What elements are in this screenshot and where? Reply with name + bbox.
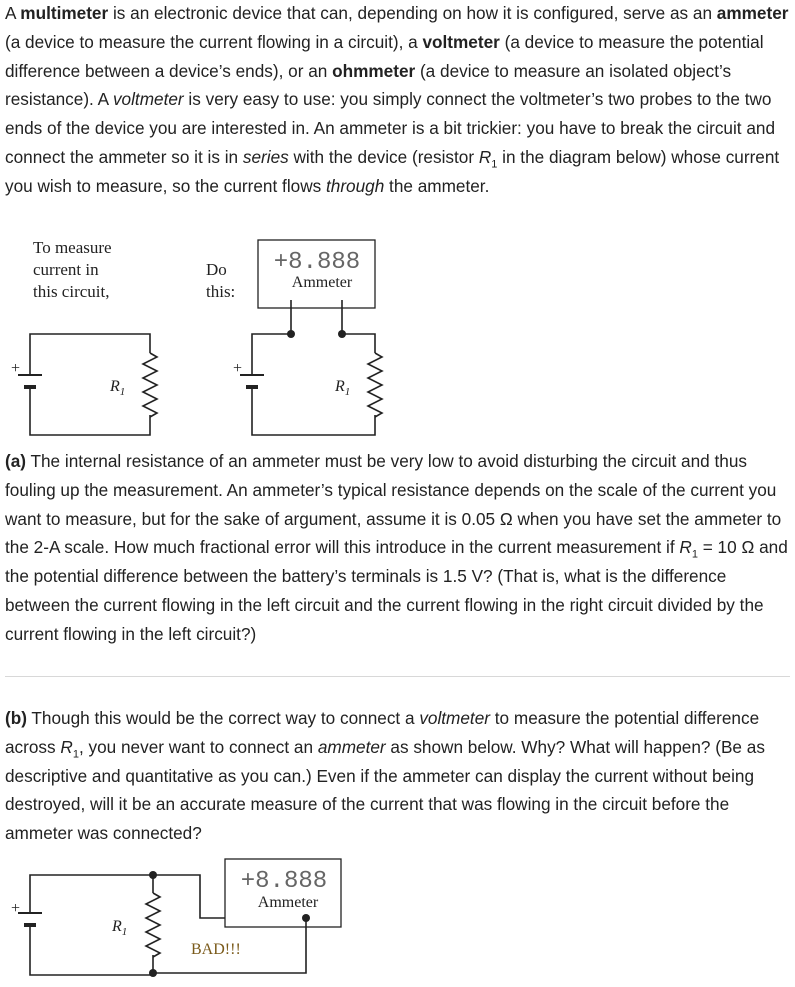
symbol-subscript: 1 — [72, 748, 79, 761]
caption-left-line: To measure — [33, 238, 112, 257]
emphasis-ammeter: ammeter — [317, 736, 386, 757]
battery-plus: + — [11, 900, 21, 917]
intro-text: (a device to measure the current flowing in a circuit), a — [5, 31, 423, 52]
symbol-r: R — [478, 146, 492, 167]
resistor-label-left: $R_1$ — [110, 378, 126, 398]
part-a-label: (a) — [5, 451, 27, 471]
symbol-r: R — [60, 736, 73, 757]
caption-left-line: this circuit, — [33, 282, 110, 301]
part-b-label: (b) — [5, 708, 27, 728]
symbol-r: R — [679, 537, 692, 558]
battery-plus-right: + — [233, 360, 243, 377]
term-voltmeter: voltmeter — [422, 31, 500, 52]
bad-warning-label: BAD!!! — [191, 941, 241, 958]
intro-paragraph — [5, 0, 790, 201]
section-divider — [5, 676, 790, 677]
ammeter-display: +8.888 — [273, 249, 361, 276]
resistor-label: $R_1$ — [112, 918, 128, 938]
emphasis-voltmeter: voltmeter — [419, 708, 490, 728]
part-b-text: to measure the potential difference across — [5, 708, 760, 757]
term-multimeter: multimeter — [20, 3, 109, 23]
intro-text: is very easy to use: you simply connect the voltmeter’s two probes to the two ends of the device you are interested in. An ammeter is a bit trickier: you have to break the circuit and connect the ammeter so it is in — [5, 89, 776, 167]
part-a-paragraph — [5, 447, 790, 649]
part-b-paragraph — [5, 704, 790, 848]
term-ammeter: ammeter — [716, 3, 789, 23]
ammeter-label: Ammeter — [291, 274, 353, 291]
part-b-text: Though this would be the correct way to connect a — [26, 708, 420, 728]
intro-text: A — [5, 3, 21, 23]
ammeter-series-diagram — [0, 230, 795, 440]
resistor-label-right: $R_1$ — [335, 378, 351, 398]
symbol-subscript: 1 — [491, 158, 498, 171]
ammeter-display: +8.888 — [240, 868, 328, 895]
caption-right-line: Do — [206, 260, 227, 279]
caption-left-line: current in — [33, 260, 99, 279]
symbol-subscript: 1 — [691, 548, 698, 561]
part-a-text: = 10 Ω and the potential difference between the battery’s terminals is 1.5 V? (That is, what is the difference between the current flowing in the left circuit and the current flowing in the right circuit divided by the current flowing in the left circuit?) — [5, 537, 788, 644]
intro-text: with the device (resistor — [288, 146, 479, 167]
intro-text: the ammeter. — [384, 175, 490, 196]
ammeter-parallel-diagram — [0, 855, 795, 985]
emphasis-series: series — [242, 146, 289, 167]
part-a-text: The internal resistance of an ammeter must be very low to avoid disturbing the circuit and thus fouling up the measurement. An ammeter’s typical resistance depends on the scale of the current you want to measure, but for the sake of argument, assume it is 0.05 Ω when you have set the ammeter to the 2-A scale. How much fractional error will this introduce in the current measurement if — [5, 451, 782, 558]
emphasis-voltmeter: voltmeter — [112, 89, 184, 110]
term-ohmmeter: ohmmeter — [332, 60, 416, 81]
intro-text: (a device to measure an isolated object’s resistance). A — [5, 60, 732, 110]
caption-right-line: this: — [206, 282, 236, 301]
battery-plus-left: + — [11, 360, 21, 377]
part-b-text: as shown below. Why? What will happen? (Be as descriptive and quantitative as you can.) Even if the ammeter can display the current without being destroyed, will it be an accurate measure of the current that was flowing in the circuit before the ammeter was connected? — [5, 736, 765, 844]
intro-text: (a device to measure the potential difference between a device’s ends), or an — [5, 31, 764, 81]
ammeter-label: Ammeter — [257, 894, 319, 911]
intro-text: is an electronic device that can, depending on how it is configured, serve as an — [108, 3, 717, 23]
intro-text: in the diagram below) whose current you wish to measure, so the current flows — [5, 146, 780, 196]
part-b-text: , you never want to connect an — [78, 736, 318, 757]
emphasis-through: through — [325, 175, 385, 196]
